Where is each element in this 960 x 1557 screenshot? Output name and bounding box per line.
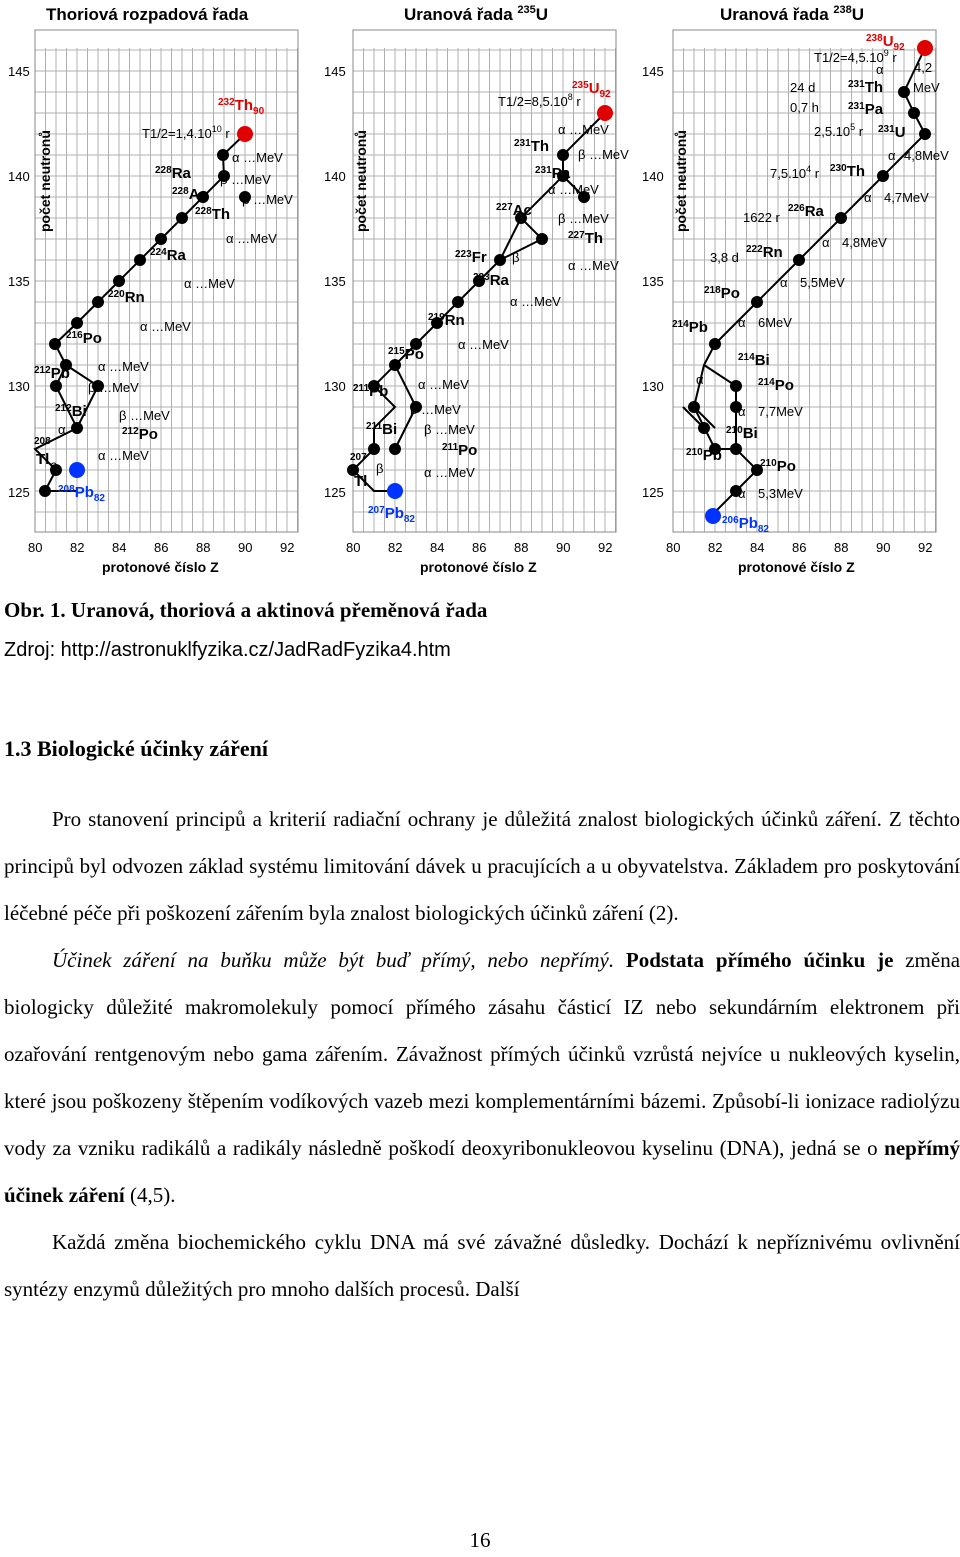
x-axis-label: protonové číslo Z — [738, 559, 855, 575]
x-axis-label: protonové číslo Z — [102, 559, 219, 575]
nuclide-label: $^{211}$Bi — [366, 421, 398, 438]
nuclide-label: $^{230}$Th — [830, 163, 866, 180]
decay-annotation: β …MeV — [410, 402, 461, 417]
nuclide-label: $^{228}$Th — [195, 206, 231, 223]
panel-title: Uranová řada $^{238}$U — [720, 4, 865, 24]
decay-annotation: 2,5.10$^5$ r — [814, 122, 864, 139]
decay-annotation: α …MeV — [558, 122, 609, 137]
y-tick-label: 145 — [642, 64, 664, 79]
grid — [353, 48, 616, 532]
decay-annotation: α — [738, 486, 746, 501]
nuclide-label: $^{206}Pb_{82}$ — [722, 515, 769, 535]
nuclide-mass: 208 — [34, 436, 51, 447]
uranium-238-series-panel — [638, 0, 960, 585]
decay-annotation: β …MeV — [88, 380, 139, 395]
nuclide-label: $^{231}$Th — [514, 138, 550, 155]
y-tick-label: 135 — [324, 274, 346, 289]
x-tick-label: 80 — [346, 540, 361, 555]
paragraph: Každá změna biochemického cyklu DNA má své závažné důsledky. Dochází k nepříznivému ovlivnění syntézy enzymů důležitých pro mnoho dalších procesů. Další — [4, 1230, 960, 1301]
caption-title: Obr. 1. Uranová, thoriová a aktinová přeměnová řada — [4, 598, 488, 622]
nuclide-label: $^{210}$Po — [760, 458, 796, 475]
end-nuclide-dot — [705, 508, 721, 524]
nuclide-label: $^{232}Th_{90}$ — [218, 97, 265, 117]
x-tick-label: 84 — [112, 540, 127, 555]
x-tick-label: 92 — [598, 540, 613, 555]
y-tick-label: 140 — [324, 169, 346, 184]
y-tick-label: 140 — [8, 169, 30, 184]
decay-annotation: β — [376, 461, 384, 476]
nuclide-symbol: Tl — [354, 473, 368, 490]
decay-annotation: β — [512, 250, 520, 265]
nuclide-label: $^{228}$Ac — [172, 186, 208, 203]
y-axis-label: počet neutronů — [353, 130, 369, 232]
x-tick-label: 88 — [196, 540, 211, 555]
nuclide-label: $^{210}$Pb — [686, 447, 722, 464]
x-tick-label: 86 — [154, 540, 169, 555]
decay-annotation: α …MeV — [458, 337, 509, 352]
decay-annotation: α …MeV — [568, 258, 619, 273]
nuclide-label: $^{211}$Pb — [353, 383, 389, 400]
x-tick-label: 90 — [556, 540, 571, 555]
decay-annotation: 1622 r — [743, 210, 780, 225]
decay-annotation: α — [864, 190, 872, 205]
nuclide-label: $^{228}$Ra — [155, 165, 191, 182]
nuclide-label: $^{224}$Ra — [150, 247, 186, 264]
decay-annotation: 7,5.10$^4$ r — [770, 164, 820, 181]
paragraph-text: změna biologicky důležité makromolekuly pomocí přímého zásahu částicí IZ nebo sekundárním elektronem při ozařování rentgenovým nebo gama zářením. Závažnost přímých účinků vzrůstá nejvíce u nukleových kyselin, které jsou poškozeny štěpením vodíkových vazeb mezi komplementárními bázemi. Způsobí-li ionizace radiolýzu vody za vzniku radikálů a radikály následně poškodí deoxyribonukleovou kyselinu (DNA), jedná se o — [4, 948, 960, 1160]
decay-annotation: α — [696, 372, 704, 387]
y-tick-label: 145 — [8, 64, 30, 79]
start-nuclide-dot — [597, 105, 613, 121]
grid — [35, 48, 298, 532]
y-tick-label: 130 — [8, 379, 30, 394]
end-nuclide-dot — [387, 483, 403, 499]
nuclide-label: $^{207}Pb_{82}$ — [368, 505, 415, 525]
y-tick-label: 130 — [324, 379, 346, 394]
nuclide-label: $^{212}$Bi — [55, 403, 87, 420]
decay-annotation: α — [58, 422, 66, 437]
decay-annotation: 24 d — [790, 80, 816, 95]
nuclide-label: $^{227}$Ac — [496, 202, 532, 219]
nuclide-label: $^{227}$Th — [568, 230, 604, 247]
y-tick-label: 125 — [324, 485, 346, 500]
decay-annotation: β …MeV — [119, 408, 170, 423]
nuclide-mass: 207 — [350, 452, 367, 463]
x-tick-label: 84 — [750, 540, 765, 555]
nuclide-label: $^{218}$Po — [704, 285, 740, 302]
decay-annotation: 0,7 h — [790, 100, 819, 115]
decay-annotation: 4,8MeV — [904, 148, 949, 163]
decay-annotation: α …MeV — [232, 150, 283, 165]
decay-annotation: 4,7MeV — [884, 190, 929, 205]
x-tick-label: 84 — [430, 540, 445, 555]
nuclide-label: $^{235}U_{92}$ — [572, 80, 611, 100]
bold-phrase: nepřímý účinek záření — [4, 1136, 960, 1207]
nuclide-label: $^{214}$Pb — [672, 319, 708, 336]
decay-annotation: β …MeV — [424, 422, 475, 437]
nuclide-label: $^{231}$Pa — [535, 165, 571, 182]
decay-annotation: 4,8MeV — [842, 235, 887, 250]
decay-annotation: β — [50, 460, 58, 475]
decay-annotation: α — [738, 315, 746, 330]
figure-caption — [4, 590, 487, 670]
decay-annotation: α …MeV — [418, 377, 469, 392]
italic-sentence: Účinek záření na buňku může být buď přímý, nebo nepřímý. — [52, 948, 615, 972]
nuclide-label: $^{222}$Rn — [746, 244, 783, 261]
y-tick-label: 125 — [642, 485, 664, 500]
decay-annotation: α …MeV — [510, 294, 561, 309]
nuclide-label: $^{223}$Fr — [455, 249, 487, 266]
uranium-235-series-panel — [318, 0, 638, 585]
decay-annotation: α …MeV — [98, 448, 149, 463]
half-life-label: $T1/2=1,4.10^{10}$ r — [142, 124, 230, 141]
nuclide-label: $^{216}$Po — [66, 330, 102, 347]
x-tick-label: 86 — [792, 540, 807, 555]
nuclide-label: $^{220}$Rn — [108, 289, 145, 306]
half-life-label: $T1/2=8,5.10^8$ r — [498, 92, 581, 109]
decay-annotation: β …MeV — [558, 211, 609, 226]
bold-phrase: Podstata přímého účinku je — [625, 948, 894, 972]
decay-annotation: β …MeV — [578, 147, 629, 162]
decay-annotation: α …MeV — [98, 359, 149, 374]
half-life-label: $T1/2=4,5.10^9$ r — [814, 48, 897, 65]
body-text — [4, 796, 960, 1313]
x-tick-label: 90 — [238, 540, 253, 555]
y-axis-label: počet neutronů — [37, 130, 53, 232]
panel-title: Thoriová rozpadová řada — [46, 5, 249, 24]
decay-annotation: 6MeV — [758, 315, 792, 330]
decay-annotation: 4,2 — [914, 60, 933, 75]
x-tick-label: 86 — [472, 540, 487, 555]
y-tick-label: 135 — [642, 274, 664, 289]
y-tick-label: 130 — [642, 379, 664, 394]
y-tick-label: 140 — [642, 169, 664, 184]
decay-annotation: 5,3MeV — [758, 486, 803, 501]
caption-source: Zdroj: http://astronuklfyzika.cz/JadRadFyzika4.htm — [4, 639, 451, 661]
nuclide-label: $^{231}$Th — [848, 79, 884, 96]
thorium-series-panel — [0, 0, 318, 585]
decay-series-figure — [0, 0, 960, 585]
x-tick-label: 82 — [708, 540, 723, 555]
decay-annotation: MeV — [913, 80, 940, 95]
decay-annotation: α — [822, 235, 830, 250]
x-axis-label: protonové číslo Z — [420, 559, 537, 575]
nuclide-label: $^{212}$Po — [122, 426, 158, 443]
panel-title: Uranová řada $^{235}$U — [404, 4, 549, 24]
nuclide-label: $^{238}U_{92}$ — [866, 33, 905, 53]
y-tick-label: 145 — [324, 64, 346, 79]
nuclide-label: $^{226}$Ra — [788, 203, 824, 220]
end-nuclide-dot — [69, 462, 85, 478]
decay-annotation: α …MeV — [140, 319, 191, 334]
x-tick-label: 80 — [28, 540, 43, 555]
nuclide-label: $^{219}$Rn — [428, 312, 465, 329]
x-tick-label: 90 — [876, 540, 891, 555]
decay-annotation: α …MeV — [548, 182, 599, 197]
y-axis-label: počet neutronů — [673, 130, 689, 232]
y-tick-label: 125 — [8, 485, 30, 500]
nuclide-label: $^{211}$Po — [442, 442, 478, 459]
nuclide-label: $^{212}$Pb — [34, 365, 70, 382]
x-tick-label: 92 — [918, 540, 933, 555]
decay-annotation: α — [876, 62, 884, 77]
nuclide-label: $^{210}$Bi — [726, 425, 758, 442]
nuclide-label: $^{208}Pb_{82}$ — [58, 484, 105, 504]
decay-annotation: α …MeV — [226, 231, 277, 246]
decay-annotation: 5,5MeV — [800, 275, 845, 290]
x-tick-label: 82 — [70, 540, 85, 555]
decay-annotation: α …MeV — [184, 276, 235, 291]
nuclide-label: $^{214}$Bi — [738, 352, 770, 369]
x-tick-label: 82 — [388, 540, 403, 555]
start-nuclide-dot — [917, 40, 933, 56]
x-tick-label: 80 — [666, 540, 681, 555]
x-tick-label: 88 — [834, 540, 849, 555]
decay-annotation: α …MeV — [424, 465, 475, 480]
x-tick-label: 88 — [514, 540, 529, 555]
nuclide-label: $^{231}$Pa — [848, 101, 884, 118]
page-number: 16 — [469, 1528, 491, 1552]
decay-annotation: α — [888, 148, 896, 163]
start-nuclide-dot — [237, 126, 253, 142]
nuclide-label: $^{215}$Po — [388, 346, 424, 363]
nuclide-label: $^{231}$U — [878, 124, 906, 141]
decay-annotation: 3,8 d — [710, 250, 739, 265]
x-tick-label: 92 — [280, 540, 295, 555]
decay-annotation: β …MeV — [242, 192, 293, 207]
nuclide-symbol: Tl — [36, 451, 50, 468]
decay-annotation: α — [738, 404, 746, 419]
decay-annotation: β …MeV — [220, 172, 271, 187]
nuclide-label: $^{214}$Po — [758, 377, 794, 394]
paragraph-text: (4,5). — [130, 1183, 176, 1207]
y-tick-label: 135 — [8, 274, 30, 289]
paragraph: Pro stanovení principů a kriterií radiační ochrany je důležitá znalost biologických účinků záření. Z těchto principů byl odvozen základ systému limitování dávek u pracujících a u obyvatelstva. Základem pro poskytování léčebné péče při poškození zářením byla znalost biologických účinků záření (2). — [4, 807, 960, 925]
paragraph — [4, 937, 960, 1219]
decay-annotation: α — [780, 275, 788, 290]
section-heading: 1.3 Biologické účinky záření — [4, 736, 268, 761]
nuclide-label: $^{223}$Ra — [473, 272, 509, 289]
decay-annotation: 7,7MeV — [758, 404, 803, 419]
